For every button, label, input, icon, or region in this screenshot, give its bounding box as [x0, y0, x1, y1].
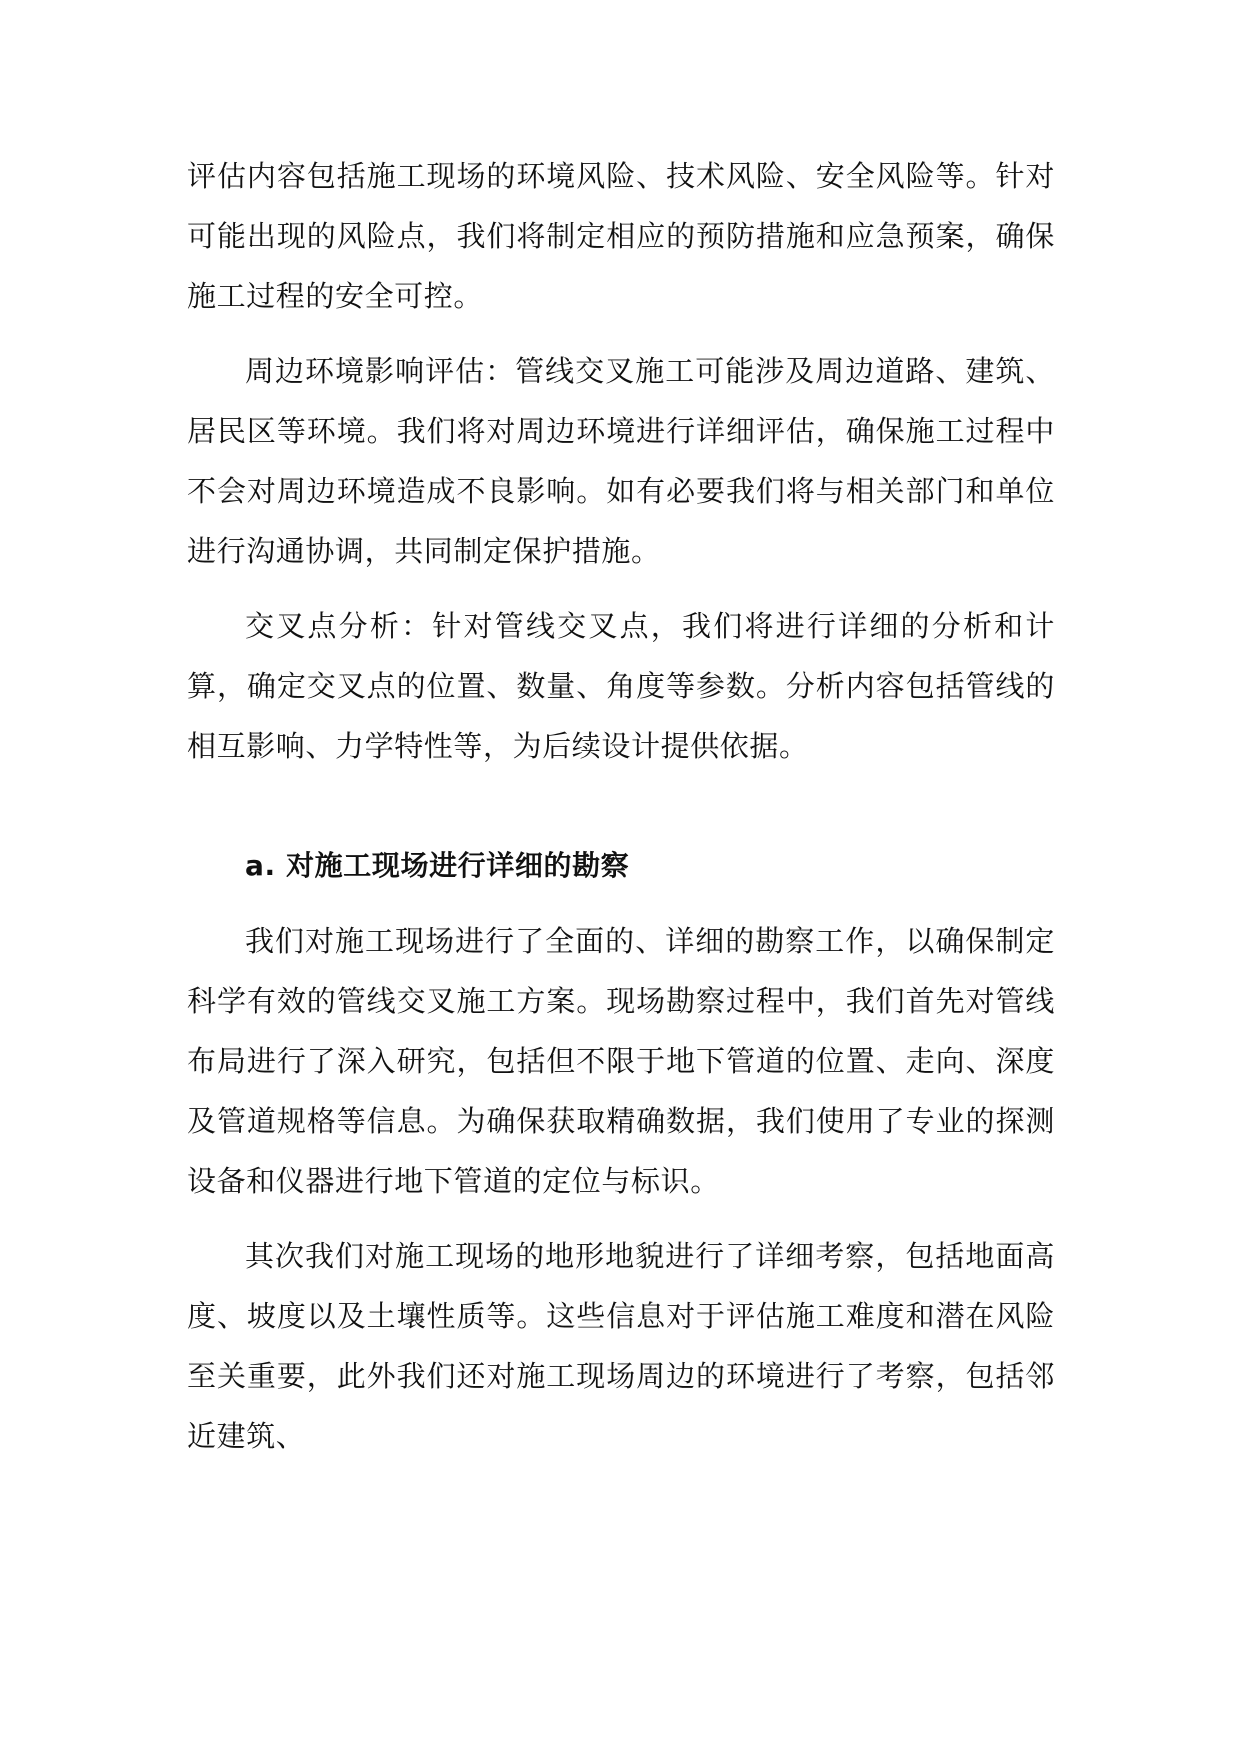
section-spacer [187, 791, 1055, 821]
section-heading: a. 对施工现场进行详细的勘察 [245, 849, 630, 882]
paragraph-risk-assessment: 评估内容包括施工现场的环境风险、技术风险、安全风险等。针对可能出现的风险点，我们将制定相应的预防措施和应急预案，确保施工过程的安全可控。 [187, 159, 1055, 313]
paragraph-crossing-analysis: 交叉点分析：针对管线交叉点，我们将进行详细的分析和计算，确定交叉点的位置、数量、角度等参数。分析内容包括管线的相互影响、力学特性等，为后续设计提供依据。 [187, 609, 1055, 763]
paragraph-site-survey-1: 我们对施工现场进行了全面的、详细的勘察工作，以确保制定科学有效的管线交叉施工方案。现场勘察过程中，我们首先对管线布局进行了深入研究，包括但不限于地下管道的位置、走向、深度及管道规格等信息。为确保获取精确数据，我们使用了专业的探测设备和仪器进行地下管道的定位与标识。 [187, 924, 1055, 1198]
paragraph-environment-impact: 周边环境影响评估：管线交叉施工可能涉及周边道路、建筑、居民区等环境。我们将对周边环境进行详细评估，确保施工过程中不会对周边环境造成不良影响。如有必要我们将与相关部门和单位进行沟通协调，共同制定保护措施。 [187, 354, 1055, 568]
paragraph-site-survey-2: 其次我们对施工现场的地形地貌进行了详细考察，包括地面高度、坡度以及土壤性质等。这些信息对于评估施工难度和潜在风险至关重要，此外我们还对施工现场周边的环境进行了考察，包括邻近建筑、 [187, 1239, 1055, 1453]
document-body [187, 146, 1055, 1481]
